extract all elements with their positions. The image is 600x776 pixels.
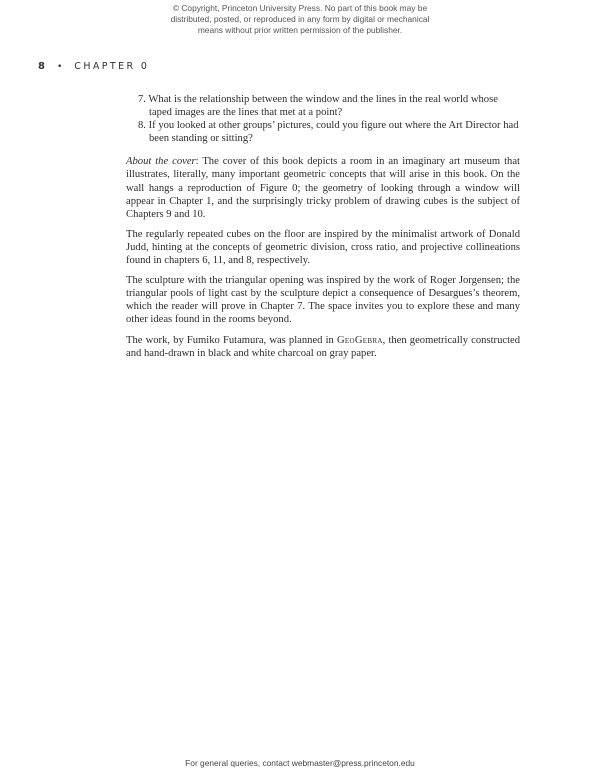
copyright-line-1: © Copyright, Princeton University Press. No part of this book may be (172, 3, 428, 13)
chapter-label: CHAPTER 0 (74, 61, 150, 72)
about-cover-text: : The cover of this book depicts a room in an imaginary art museum that illustrates, literally, many important geometric concepts that will arise in this book. On the wall hangs a reproduction of Figure 0; the geometry of looking through a window will appear in Chapter 1, and the surprisingly tricky problem of drawing cubes is the subject of Chapters 9 and 10. (126, 156, 520, 220)
question-list (126, 93, 520, 145)
running-head (38, 61, 149, 72)
work-text-after: , then geometrically constructed and hand-drawn in black and white charcoal on gray paper. (126, 334, 521, 359)
question-item (128, 93, 520, 119)
question-number: 8. (138, 120, 146, 132)
copyright-line-3: means without prior written permission of the publisher. (197, 25, 403, 35)
copyright-notice (0, 3, 600, 36)
sculpture-paragraph: The sculpture with the triangular opening was inspired by the work of Roger Jorgensen; the triangular pools of light cast by the sculpture depict a consequence of Desargues’s theorem, which the reader will prove in Chapter 7. The space invites you to explore these and many other ideas found in the rooms beyond. (126, 275, 520, 326)
bullet-separator-icon: • (56, 61, 63, 72)
copyright-line-2: distributed, posted, or reproduced in any form by digital or mechanical (170, 14, 430, 24)
software-name: GeoGebra (336, 334, 383, 346)
page-number: 8 (38, 61, 45, 72)
question-number: 7. (138, 94, 146, 105)
cubes-paragraph: The regularly repeated cubes on the floor are inspired by the minimalist artwork of Donald Judd, hinting at the concepts of geometric division, cross ratio, and projective collineations found in chapters 6, 11, and 8, respectively. (126, 228, 520, 267)
question-text: What is the relationship between the window and the lines in the real world whose taped images are the lines that met at a point? (148, 94, 498, 119)
question-item (128, 119, 520, 145)
about-cover-label: About the cover (126, 156, 196, 168)
about-cover-paragraph (126, 155, 520, 220)
work-paragraph (126, 334, 520, 360)
question-text: If you looked at other groups’ pictures, could you figure out where the Art Director had been standing or sitting? (148, 120, 519, 145)
work-text-before: The work, by Fumiko Futamura, was planned in (126, 334, 337, 346)
footer-contact: For general queries, contact webmaster@press.princeton.edu (185, 758, 415, 768)
page-body (126, 93, 520, 367)
